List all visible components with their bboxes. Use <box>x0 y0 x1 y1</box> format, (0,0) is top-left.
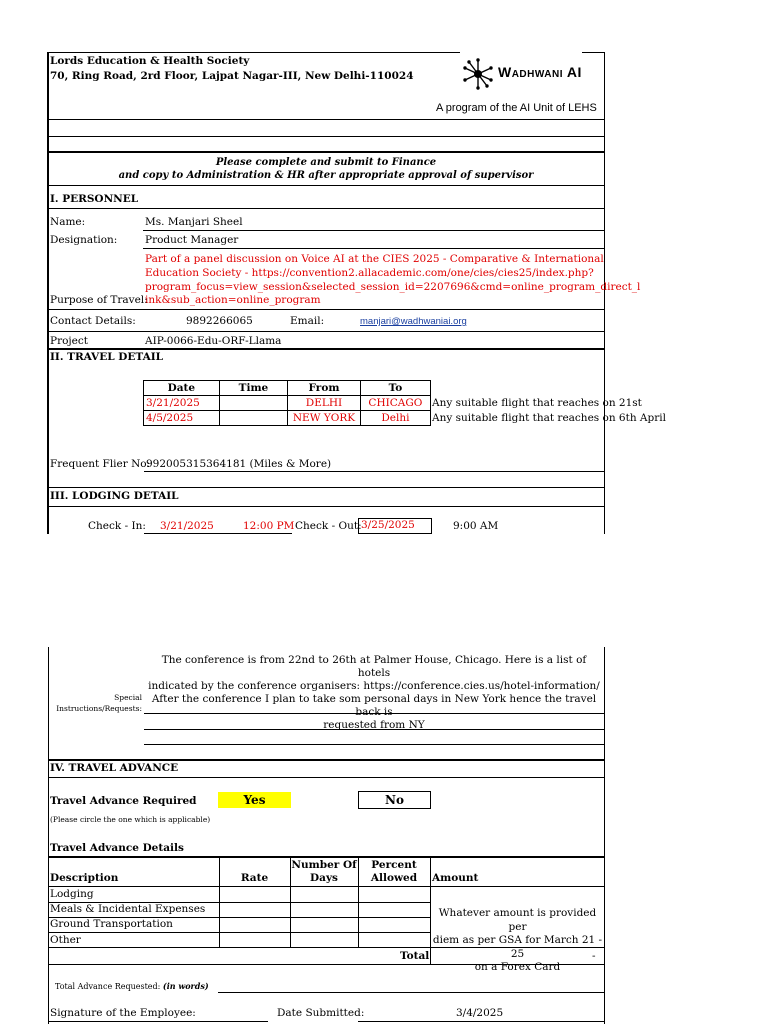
date-submitted-field[interactable]: 3/4/2025 <box>456 1007 504 1019</box>
col-percent-line: Percent <box>371 859 417 871</box>
table-border <box>48 856 604 858</box>
special-line: indicated by the conference organisers: https://conference.cies.us/hotel-information/ <box>148 680 600 692</box>
special-label-line: Special <box>114 693 142 702</box>
table-row <box>144 396 431 411</box>
divider <box>48 331 604 332</box>
divider <box>48 208 604 209</box>
purpose-line: Part of a panel discussion on Voice AI at the CIES 2025 - Comparative & International <box>145 253 604 265</box>
date-submitted-label: Date Submitted: <box>277 1007 365 1019</box>
left-border <box>48 647 49 1024</box>
designation-label: Designation: <box>50 234 118 246</box>
signature-label: Signature of the Employee: <box>50 1007 196 1019</box>
checkout-time-field[interactable]: 9:00 AM <box>453 520 499 532</box>
checkout-date-field[interactable]: 3/25/2025 <box>358 518 432 534</box>
special-instructions-field[interactable] <box>144 654 604 732</box>
travel-table <box>143 380 431 426</box>
col-rate: Rate <box>240 872 269 884</box>
contact-field[interactable]: 9892266065 <box>186 315 253 327</box>
amount-line: Whatever amount is provided per <box>438 907 597 933</box>
col-date: Date <box>144 381 220 396</box>
divider <box>48 119 604 120</box>
checkin-label: Check - In: <box>88 520 146 532</box>
date-cell[interactable]: 3/21/2025 <box>144 396 220 411</box>
no-option[interactable]: No <box>358 791 431 809</box>
field-underline <box>358 1021 604 1022</box>
field-underline <box>144 471 604 472</box>
from-cell[interactable]: NEW YORK <box>288 411 361 426</box>
divider <box>48 348 604 350</box>
project-label: Project <box>50 335 88 347</box>
field-underline <box>143 230 604 231</box>
org-address: 70, Ring Road, 2rd Floor, Lajpat Nagar-III, New Delhi-110024 <box>50 70 414 82</box>
to-cell[interactable]: Delhi <box>360 411 430 426</box>
section-advance: IV. TRAVEL ADVANCE <box>50 762 179 774</box>
checkin-date-field[interactable]: 3/21/2025 <box>160 520 214 532</box>
divider <box>48 759 604 761</box>
top-border-right <box>582 52 604 53</box>
purpose-line: ink&sub_action=online_program <box>145 294 321 306</box>
left-border <box>47 52 49 534</box>
divider <box>48 151 604 153</box>
from-cell[interactable]: DELHI <box>288 396 361 411</box>
instructions-line-2: and copy to Administration & HR after appropriate approval of supervisor <box>118 170 534 181</box>
field-underline <box>144 713 604 714</box>
org-name: Lords Education & Health Society <box>50 55 250 67</box>
divider <box>48 506 604 507</box>
name-label: Name: <box>50 216 86 228</box>
purpose-line: Education Society - https://convention2.allacademic.com/one/cies/cies25/index.php? <box>145 267 594 279</box>
section-travel: II. TRAVEL DETAIL <box>50 351 164 363</box>
time-cell[interactable] <box>219 396 287 411</box>
divider <box>48 777 604 778</box>
right-border <box>604 647 605 1024</box>
name-field[interactable]: Ms. Manjari Sheel <box>145 216 243 228</box>
table-border <box>48 964 604 965</box>
wadhwani-logo-icon <box>460 54 496 94</box>
tagline: A program of the AI Unit of LEHS <box>436 102 597 114</box>
time-cell[interactable] <box>219 411 287 426</box>
advance-details-heading: Travel Advance Details <box>50 842 184 854</box>
col-days-line: Number Of <box>291 859 357 871</box>
col-amount: Amount <box>432 872 479 884</box>
logo-text: Wadhwani AI <box>498 64 582 80</box>
designation-field[interactable]: Product Manager <box>145 234 239 246</box>
col-percent <box>358 859 430 885</box>
total-value[interactable]: - <box>592 950 596 962</box>
top-border <box>48 52 460 53</box>
signature-field[interactable] <box>48 1021 268 1022</box>
section-lodging: III. LODGING DETAIL <box>50 490 179 502</box>
requested-label-text: Total Advance Requested: <box>55 982 161 991</box>
email-link[interactable]: manjari@wadhwaniai.org <box>360 316 467 327</box>
date-cell[interactable]: 4/5/2025 <box>144 411 220 426</box>
field-underline <box>144 744 604 745</box>
col-from: From <box>288 381 361 396</box>
requested-field[interactable] <box>218 992 604 993</box>
special-label-line: Instructions/Requests: <box>56 704 142 713</box>
table-border <box>48 886 604 887</box>
advance-required-label: Travel Advance Required <box>50 795 197 807</box>
col-days-line: Days <box>310 872 338 884</box>
row-ground-transport: Ground Transportation <box>50 918 173 930</box>
row-meals: Meals & Incidental Expenses <box>50 903 206 915</box>
divider <box>48 185 604 186</box>
contact-label: Contact Details: <box>50 315 136 327</box>
instructions-line-1: Please complete and submit to Finance <box>215 157 437 168</box>
row-lodging: Lodging <box>50 888 94 900</box>
field-underline <box>144 533 292 534</box>
requested-note: (in words) <box>162 981 209 991</box>
section-personnel: I. PERSONNEL <box>50 193 139 205</box>
amount-line: on a Forex Card <box>474 961 561 973</box>
divider <box>48 487 604 488</box>
row-other: Other <box>50 934 81 946</box>
travel-note: Any suitable flight that reaches on 6th April <box>432 412 666 424</box>
table-border <box>219 856 220 947</box>
purpose-line: program_focus=view_session&selected_session_id=2207696&cmd=online_program_direct_l <box>145 281 641 293</box>
total-label: Total <box>400 950 430 962</box>
special-line: After the conference I plan to take som personal days in New York hence the travel back is <box>151 693 597 718</box>
col-percent-line: Allowed <box>370 872 418 884</box>
travel-note: Any suitable flight that reaches on 21st <box>432 397 642 409</box>
table-row <box>144 411 431 426</box>
special-line: The conference is from 22nd to 26th at Palmer House, Chicago. Here is a list of hotels <box>161 654 587 679</box>
flier-field[interactable]: 992005315364181 (Miles & More) <box>146 458 332 470</box>
right-border <box>604 52 605 534</box>
to-cell[interactable]: CHICAGO <box>360 396 430 411</box>
col-description: Description <box>50 872 119 884</box>
amount-line: diem as per GSA for March 21 - 25 <box>432 934 603 960</box>
requested-label <box>55 981 209 991</box>
divider <box>48 136 604 137</box>
checkout-label: Check - Out: <box>295 520 362 532</box>
special-label <box>50 692 142 714</box>
field-underline <box>144 729 604 730</box>
special-line: requested from NY <box>323 719 425 731</box>
col-to: To <box>360 381 430 396</box>
purpose-label: Purpose of Travel: <box>50 294 148 306</box>
divider <box>48 309 604 310</box>
table-border <box>48 932 431 933</box>
checkin-time-field[interactable]: 12:00 PM <box>243 520 295 532</box>
advance-note: (Please circle the one which is applicable) <box>50 815 211 824</box>
col-days <box>290 859 358 885</box>
field-underline <box>143 248 604 249</box>
yes-option[interactable]: Yes <box>218 792 291 808</box>
col-time: Time <box>219 381 287 396</box>
flier-label: Frequent Flier No: <box>50 458 151 470</box>
email-label: Email: <box>290 315 325 327</box>
project-field[interactable]: AIP-0066-Edu-ORF-Llama <box>145 335 282 347</box>
